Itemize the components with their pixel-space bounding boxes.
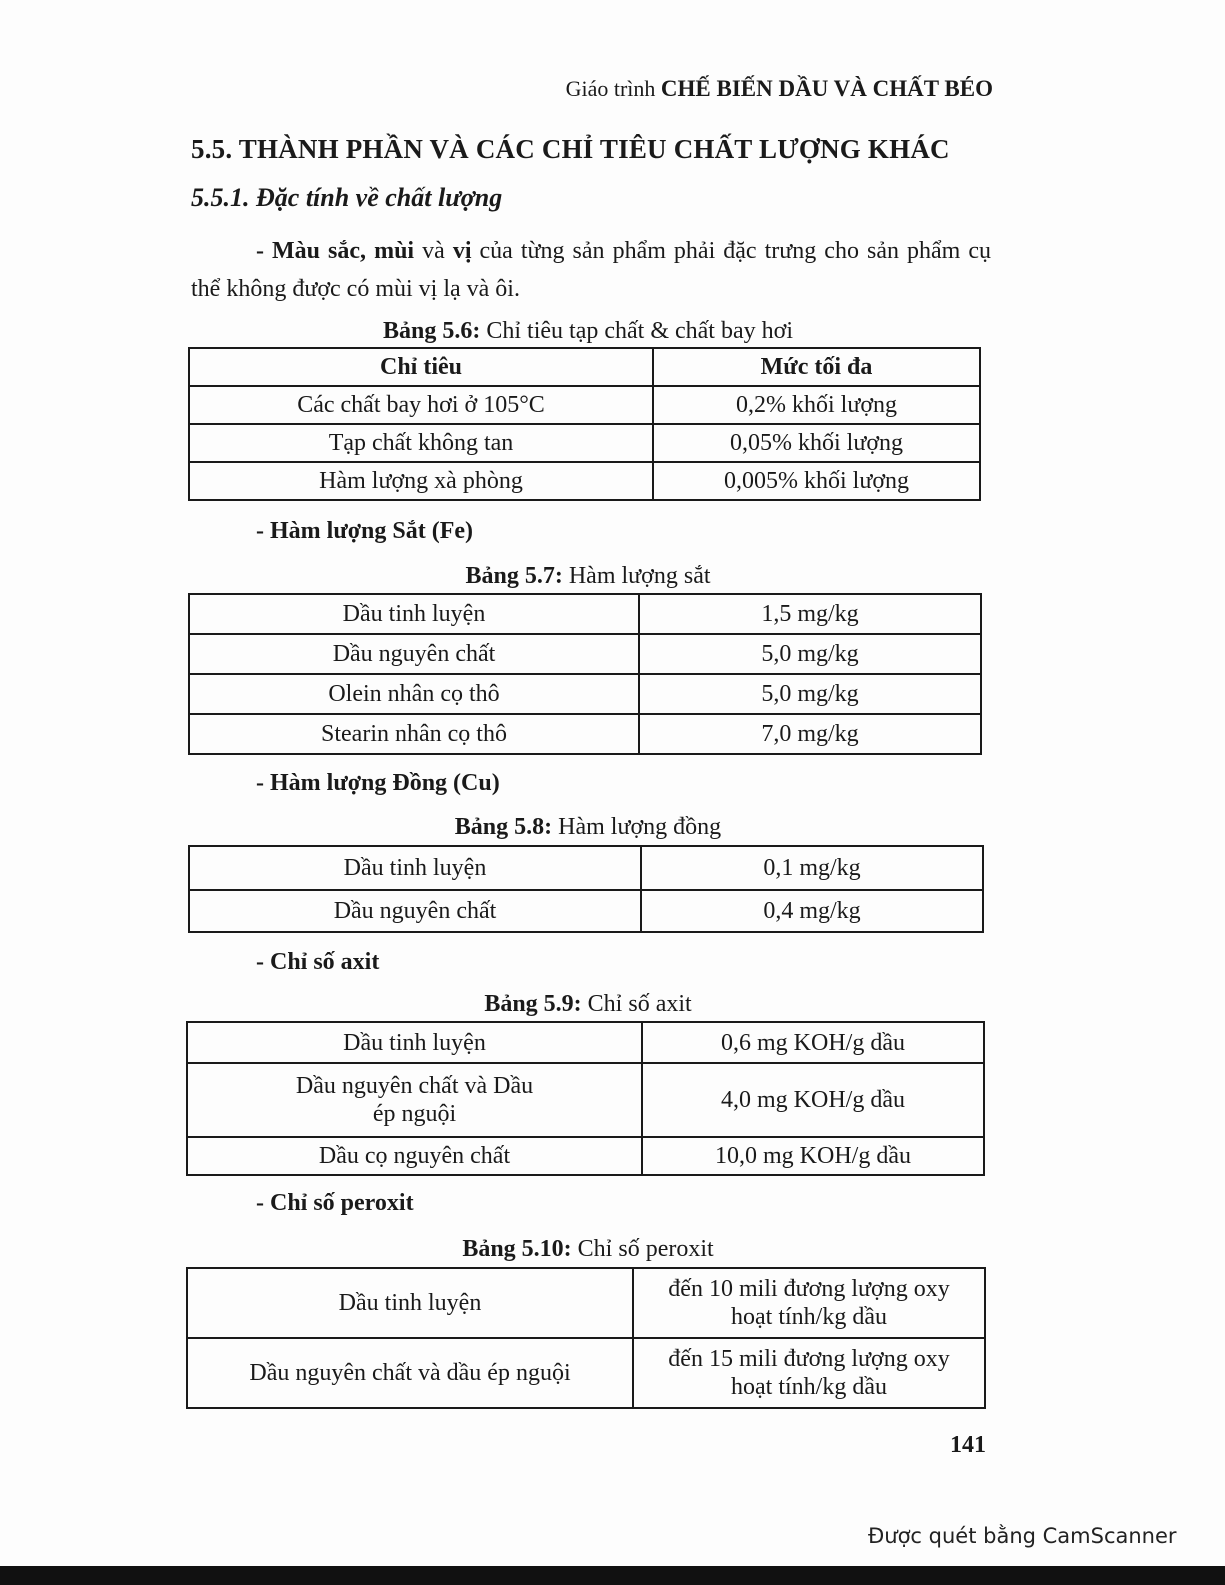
scanner-watermark: Được quét bằng CamScanner: [868, 1524, 1177, 1548]
table-row: [189, 424, 980, 462]
intro-paragraph: [191, 232, 991, 308]
table-label: Bảng 5.8:: [454, 814, 553, 840]
table-cell: Dầu cọ nguyên chất: [187, 1137, 642, 1175]
table-cell: Hàm lượng xà phòng: [189, 462, 653, 500]
table-label: Bảng 5.10:: [462, 1236, 572, 1262]
table-row: [187, 1338, 985, 1408]
table-5-8-caption: [188, 814, 988, 841]
table-cell: Dầu tinh luyện: [187, 1268, 633, 1338]
table-cell: 0,1 mg/kg: [641, 846, 983, 890]
table-cell: đến 15 mili đương lượng oxy hoạt tính/kg dầu: [633, 1338, 985, 1408]
table-cell: đến 10 mili đương lượng oxy hoạt tính/kg dầu: [633, 1268, 985, 1338]
header-title: CHẾ BIẾN DẦU VÀ CHẤT BÉO: [660, 76, 993, 101]
table-cell: 0,05% khối lượng: [653, 424, 980, 462]
peroxide-value-heading: - Chỉ số peroxit: [256, 1190, 414, 1216]
table-cell: Stearin nhân cọ thô: [189, 714, 639, 754]
table-label: Bảng 5.6:: [383, 318, 481, 344]
intro-text: của từng sản phẩm phải đặc trưng cho sản phẩm cụ thể không được có mùi vị lạ và ôi.: [191, 238, 992, 302]
table-5-6-caption: [188, 318, 988, 345]
table-cell: 5,0 mg/kg: [639, 674, 981, 714]
table-5-8: [188, 845, 984, 933]
table-row: [187, 1137, 984, 1175]
table-row: [187, 1022, 984, 1063]
bottom-scan-border: [0, 1566, 1225, 1585]
table-cell: Dầu tinh luyện: [189, 846, 641, 890]
table-cell: Dầu nguyên chất: [189, 890, 641, 932]
table-row: [187, 1063, 984, 1137]
table-row: [189, 462, 980, 500]
page-number: 141: [950, 1432, 986, 1458]
table-cell: 0,6 mg KOH/g dầu: [642, 1022, 984, 1063]
intro-connector: và: [414, 238, 453, 264]
table-5-10-caption: [188, 1236, 988, 1263]
table-cell: Tạp chất không tan: [189, 424, 653, 462]
table-caption-text: Chỉ số peroxit: [577, 1236, 714, 1262]
table-row: [189, 594, 981, 634]
table-cell: Dầu nguyên chất: [189, 634, 639, 674]
subsection-title: 5.5.1. Đặc tính về chất lượng: [191, 183, 503, 212]
table-5-9-caption: [188, 991, 988, 1018]
section-title: 5.5. THÀNH PHẦN VÀ CÁC CHỈ TIÊU CHẤT LƯỢNG KHÁC: [191, 134, 950, 164]
table-header-cell: Mức tối đa: [653, 348, 980, 386]
table-cell: 0,4 mg/kg: [641, 890, 983, 932]
iron-heading: - Hàm lượng Sắt (Fe): [256, 518, 473, 544]
table-cell: 5,0 mg/kg: [639, 634, 981, 674]
table-5-9: [186, 1021, 985, 1176]
table-row: [189, 634, 981, 674]
table-5-10: [186, 1267, 986, 1409]
table-cell: 4,0 mg KOH/g dầu: [642, 1063, 984, 1137]
table-cell: 0,2% khối lượng: [653, 386, 980, 424]
table-label: Bảng 5.7:: [465, 563, 563, 589]
table-row: [189, 714, 981, 754]
table-cell: Dầu nguyên chất và Dầu ép nguội: [187, 1063, 642, 1137]
copper-heading: - Hàm lượng Đồng (Cu): [256, 770, 500, 796]
table-row: [189, 846, 983, 890]
table-header-cell: Chỉ tiêu: [189, 348, 653, 386]
table-cell: 1,5 mg/kg: [639, 594, 981, 634]
table-label: Bảng 5.9:: [484, 991, 582, 1017]
table-caption-text: Chỉ số axit: [587, 991, 692, 1017]
table-caption-text: Hàm lượng đồng: [558, 814, 722, 840]
table-cell: Olein nhân cọ thô: [189, 674, 639, 714]
header-prefix: Giáo trình: [565, 76, 656, 101]
intro-bold: - Màu sắc, mùi: [256, 238, 415, 264]
table-caption-text: Hàm lượng sắt: [568, 563, 711, 589]
table-caption-text: Chỉ tiêu tạp chất & chất bay hơi: [486, 318, 793, 344]
table-row: [189, 890, 983, 932]
table-5-7-caption: [188, 563, 988, 590]
table-cell: 10,0 mg KOH/g dầu: [642, 1137, 984, 1175]
table-row: [189, 386, 980, 424]
intro-bold-2: vị: [452, 238, 472, 264]
table-cell: Các chất bay hơi ở 105°C: [189, 386, 653, 424]
table-row: [189, 674, 981, 714]
running-header: [0, 76, 993, 102]
table-cell: 7,0 mg/kg: [639, 714, 981, 754]
table-cell: Dầu nguyên chất và dầu ép nguội: [187, 1338, 633, 1408]
table-cell: Dầu tinh luyện: [187, 1022, 642, 1063]
acid-value-heading: - Chỉ số axit: [256, 949, 380, 975]
table-5-6: [188, 347, 981, 501]
table-5-7: [188, 593, 982, 755]
table-cell: Dầu tinh luyện: [189, 594, 639, 634]
table-cell: 0,005% khối lượng: [653, 462, 980, 500]
table-row: [187, 1268, 985, 1338]
